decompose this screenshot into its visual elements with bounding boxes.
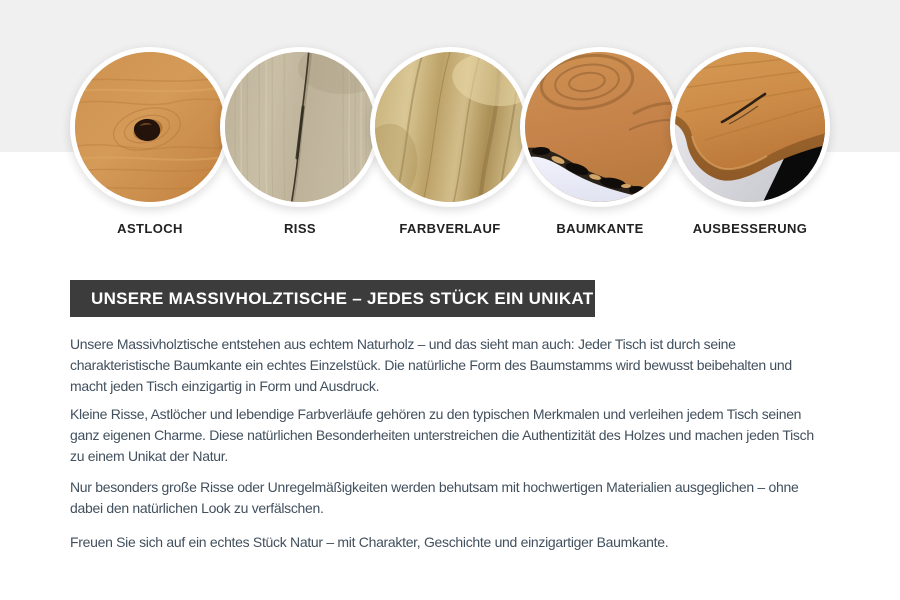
knothole-photo bbox=[70, 47, 230, 207]
crack-photo bbox=[220, 47, 380, 207]
feature-label-riss: RISS bbox=[284, 221, 316, 236]
paragraph-ausbesserung: Nur besonders große Risse oder Unregelmäßigkeiten werden behutsam mit hochwertigen Materialien ausgeglichen – ohne dabei den natürlichen Look zu verfälschen. bbox=[70, 479, 799, 516]
feature-label-ausbesserung: AUSBESSERUNG bbox=[692, 221, 808, 236]
paragraph-intro: Unsere Massivholztische entstehen aus echtem Naturholz – und das sieht man auch: Jeder Tisch ist durch seine charakteristische Baumkante ein echtes Einzelstück. Die natürliche Form des Baumstamms wird bewusst beibehalten und macht jeden Tisch einzigartig in Form und Ausdruck. bbox=[70, 336, 792, 394]
feature-label-baumkante: BAUMKANTE bbox=[556, 221, 644, 236]
feature-label-farbverlauf: FARBVERLAUF bbox=[399, 221, 501, 236]
feature-label-astloch: ASTLOCH bbox=[117, 221, 183, 236]
repaired-corner-photo bbox=[670, 47, 830, 207]
section-heading-bar bbox=[70, 280, 595, 317]
paragraph-abschluss: Freuen Sie sich auf ein echtes Stück Natur – mit Charakter, Geschichte und einzigartiger Baumkante. bbox=[70, 534, 669, 550]
section-heading: UNSERE MASSIVHOLZTISCHE – JEDES STÜCK EIN UNIKAT bbox=[91, 288, 594, 308]
paragraph-merkmale: Kleine Risse, Astlöcher und lebendige Farbverläufe gehören zu den typischen Merkmalen und verleihen jedem Tisch seinen ganz eigenen Charme. Diese natürlichen Besonderheiten unterstreichen die Authentizität des Holzes und machen jeden Tisch zu einem Unikat der Natur. bbox=[70, 406, 814, 464]
live-edge-photo bbox=[520, 47, 680, 207]
color-gradient-photo bbox=[370, 47, 530, 207]
